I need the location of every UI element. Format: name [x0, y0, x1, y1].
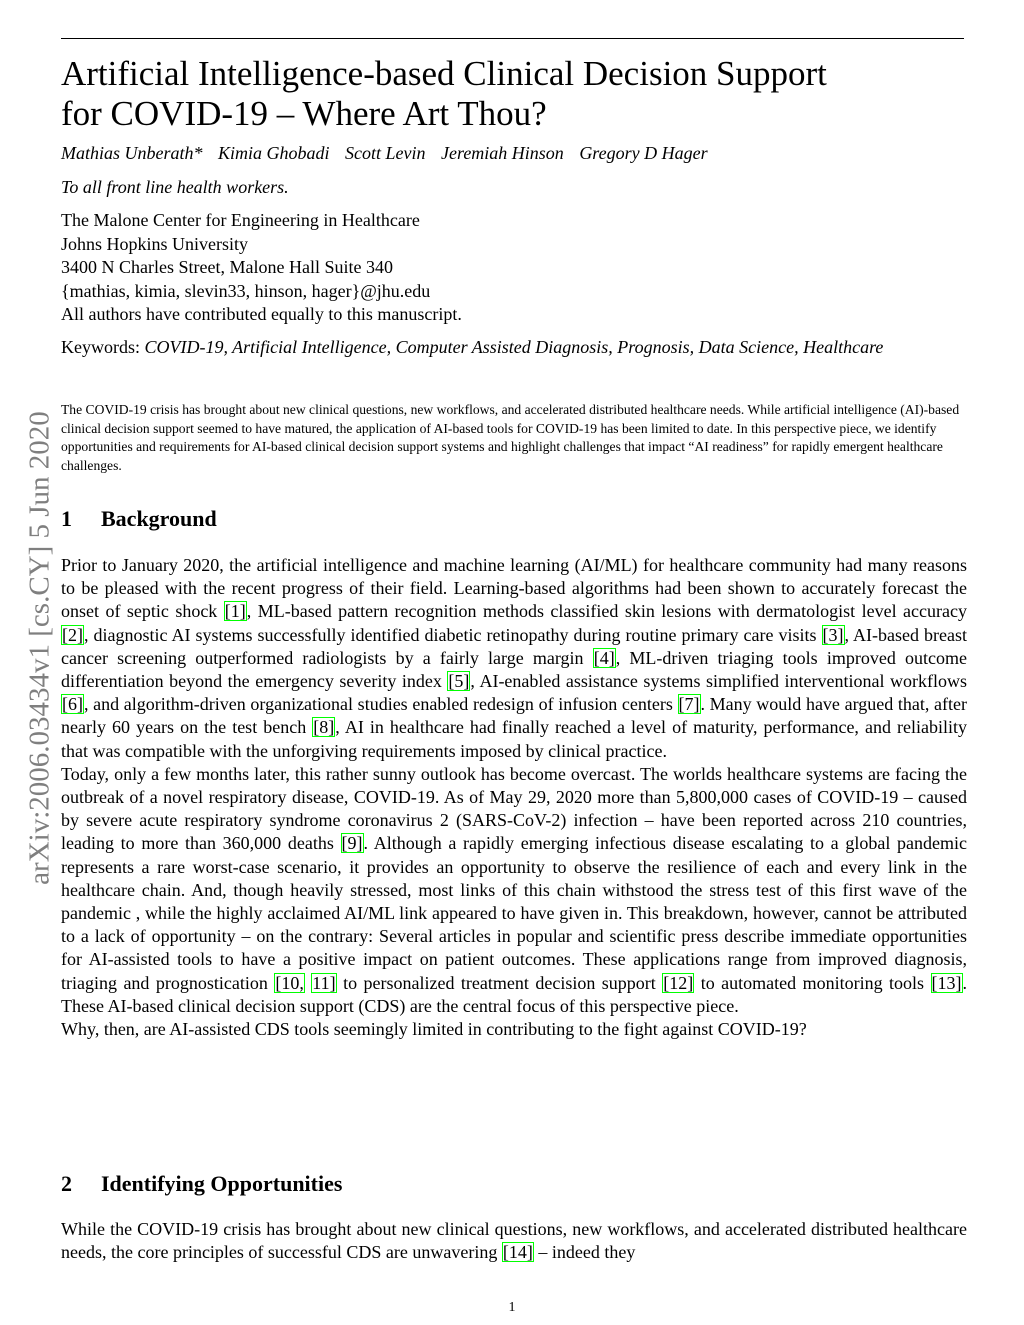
- affiliation-line-2: Johns Hopkins University: [61, 233, 249, 254]
- section-2-title: Identifying Opportunities: [101, 1171, 343, 1196]
- title-line-2: for COVID-19 – Where Art Thou?: [61, 94, 547, 133]
- citation-11[interactable]: 11]: [312, 972, 336, 993]
- section-1-heading: [61, 506, 217, 532]
- citation-8[interactable]: [8]: [313, 717, 335, 738]
- text-run: , and algorithm-driven organizational studies enabled redesign of infusion centers: [84, 694, 678, 715]
- section-1-paragraph-1: [61, 554, 967, 763]
- text-run: While the COVID-19 crisis has brought about new clinical questions, new workflows, and accelerated distributed healthcare needs, the core principles of successful CDS are unwavering: [61, 1219, 967, 1263]
- affiliation-note: All authors have contributed equally to this manuscript.: [61, 304, 462, 324]
- title-line-1: Artificial Intelligence-based Clinical Decision Support: [61, 54, 827, 93]
- citation-10[interactable]: [10,: [275, 972, 304, 993]
- author-1: Mathias Unberath*: [61, 143, 203, 163]
- author-2: Kimia Ghobadi: [218, 143, 330, 163]
- text-run: , diagnostic AI systems successfully identified diabetic retinopathy during routine primary care visits: [84, 624, 822, 645]
- dedication: To all front line health workers.: [61, 177, 289, 197]
- text-run: – indeed they: [533, 1242, 636, 1263]
- section-2-body: [61, 1218, 967, 1264]
- citation-6[interactable]: [6]: [62, 694, 83, 715]
- citation-7[interactable]: [7]: [678, 694, 700, 715]
- keywords-terms: COVID-19, Artificial Intelligence, Computer Assisted Diagnosis, Prognosis, Data Science, Healthcare: [144, 337, 884, 357]
- section-1-body: [61, 554, 967, 1041]
- citation-13[interactable]: [13]: [931, 972, 962, 993]
- text-run: , ML-based pattern recognition methods classified skin lesions with dermatologist level accuracy: [246, 601, 968, 622]
- citation-1[interactable]: [1]: [224, 601, 246, 622]
- section-1-number: 1: [61, 506, 72, 531]
- citation-3[interactable]: [3]: [822, 624, 844, 645]
- text-run: , AI-enabled assistance systems simplified interventional workflows: [470, 671, 967, 692]
- citation-4[interactable]: [4]: [593, 647, 615, 668]
- citation-12[interactable]: [12]: [663, 972, 694, 993]
- citation-9[interactable]: [9]: [341, 833, 363, 854]
- affiliation: [61, 209, 462, 327]
- section-1-paragraph-2: [61, 763, 967, 1018]
- affiliation-line-3: 3400 N Charles Street, Malone Hall Suite 340: [61, 257, 393, 277]
- author-4: Jeremiah Hinson: [441, 143, 564, 163]
- arxiv-stamp[interactable]: arXiv:2006.03434v1 [cs.CY] 5 Jun 2020: [23, 411, 56, 885]
- text-run: . These AI-based clinical decision support (CDS) are the central focus of this perspective piece.: [61, 972, 967, 1016]
- top-rule: [61, 38, 964, 39]
- text-run: . Although a rapidly emerging infectious disease escalating to a global pandemic represents a rare worst-case scenario, it provides an opportunity to observe the resilience of each and every link in the healthcare chain. And, though heavily stressed, most links of this chain withstood the stress test of this first wave of the pandemic , while the highly acclaimed AI/ML link appeared to have given in. This breakdown, however, cannot be attributed to a lack of opportunity – on the contrary: Several articles in popular and scientific press describe immediate opportunities for AI-assisted tools to have a positive impact on patient outcomes. These applications range from improved diagnosis, triaging and prognostication: [61, 833, 967, 993]
- abstract: The COVID-19 crisis has brought about new clinical questions, new workflows, and accelerated distributed healthcare needs. While artificial intelligence (AI)-based clinical decision support seemed to have matured, the application of AI-based tools for COVID-19 has been limited to date. In this perspective piece, we identify opportunities and requirements for AI-based clinical decision support systems and highlight challenges that impact “AI readiness” for rapidly emergent healthcare challenges.: [61, 402, 960, 473]
- text-run: to personalized treatment decision support: [336, 972, 663, 993]
- author-list: [61, 143, 719, 164]
- text-run: , AI-based breast cancer screening outperformed radiologists by a fairly large margin: [61, 624, 967, 668]
- affiliation-line-1: The Malone Center for Engineering in Healthcare: [61, 210, 420, 230]
- affiliation-email: {mathias, kimia, slevin33, hinson, hager}@jhu.edu: [61, 280, 431, 301]
- citation-5[interactable]: [5]: [448, 671, 470, 692]
- page-number: 1: [508, 1300, 516, 1315]
- text-run: , AI in healthcare had finally reached a level of maturity, performance, and reliability that was compatible with the unforgiving requirements imposed by clinical practice.: [61, 717, 968, 761]
- text-run: Today, only a few months later, this rather sunny outlook has become overcast. The worlds healthcare systems are facing the outbreak of a novel respiratory disease, COVID-19. As of May 29, 2020 more than 5,800,000 cases of COVID-19 – caused by severe acute respiratory syndrome coronavirus 2 (SARS-CoV-2) infection – have been reported across 210 countries, leading to more than 360,000 deaths: [61, 763, 967, 854]
- text-run: Prior to January 2020, the artificial intelligence and machine learning (AI/ML) for healthcare community had many reasons to be pleased with the recent progress of their field. Learning-based algorithms had been shown to accurately forecast the onset of septic shock: [61, 555, 967, 622]
- author-5: Gregory D Hager: [579, 143, 708, 163]
- text-run: . Many would have argued that, after nearly 60 years on the test bench: [61, 694, 967, 738]
- section-2-paragraph-1: [61, 1218, 967, 1264]
- text-run: , ML-driven triaging tools improved outcome differentiation beyond the emergency severity index: [61, 647, 967, 692]
- section-1-title: Background: [101, 506, 217, 531]
- keywords: [61, 336, 941, 359]
- author-3: Scott Levin: [345, 143, 426, 163]
- section-1-paragraph-3: Why, then, are AI-assisted CDS tools seemingly limited in contributing to the fight against COVID-19?: [61, 1019, 807, 1040]
- citation-2[interactable]: [2]: [62, 624, 83, 645]
- section-2-number: 2: [61, 1171, 72, 1196]
- keywords-label: Keywords:: [61, 337, 140, 357]
- section-2-heading: [61, 1171, 342, 1197]
- text-run: to automated monitoring tools: [694, 972, 931, 993]
- paper-title: [61, 54, 961, 134]
- citation-14[interactable]: [14]: [502, 1242, 533, 1263]
